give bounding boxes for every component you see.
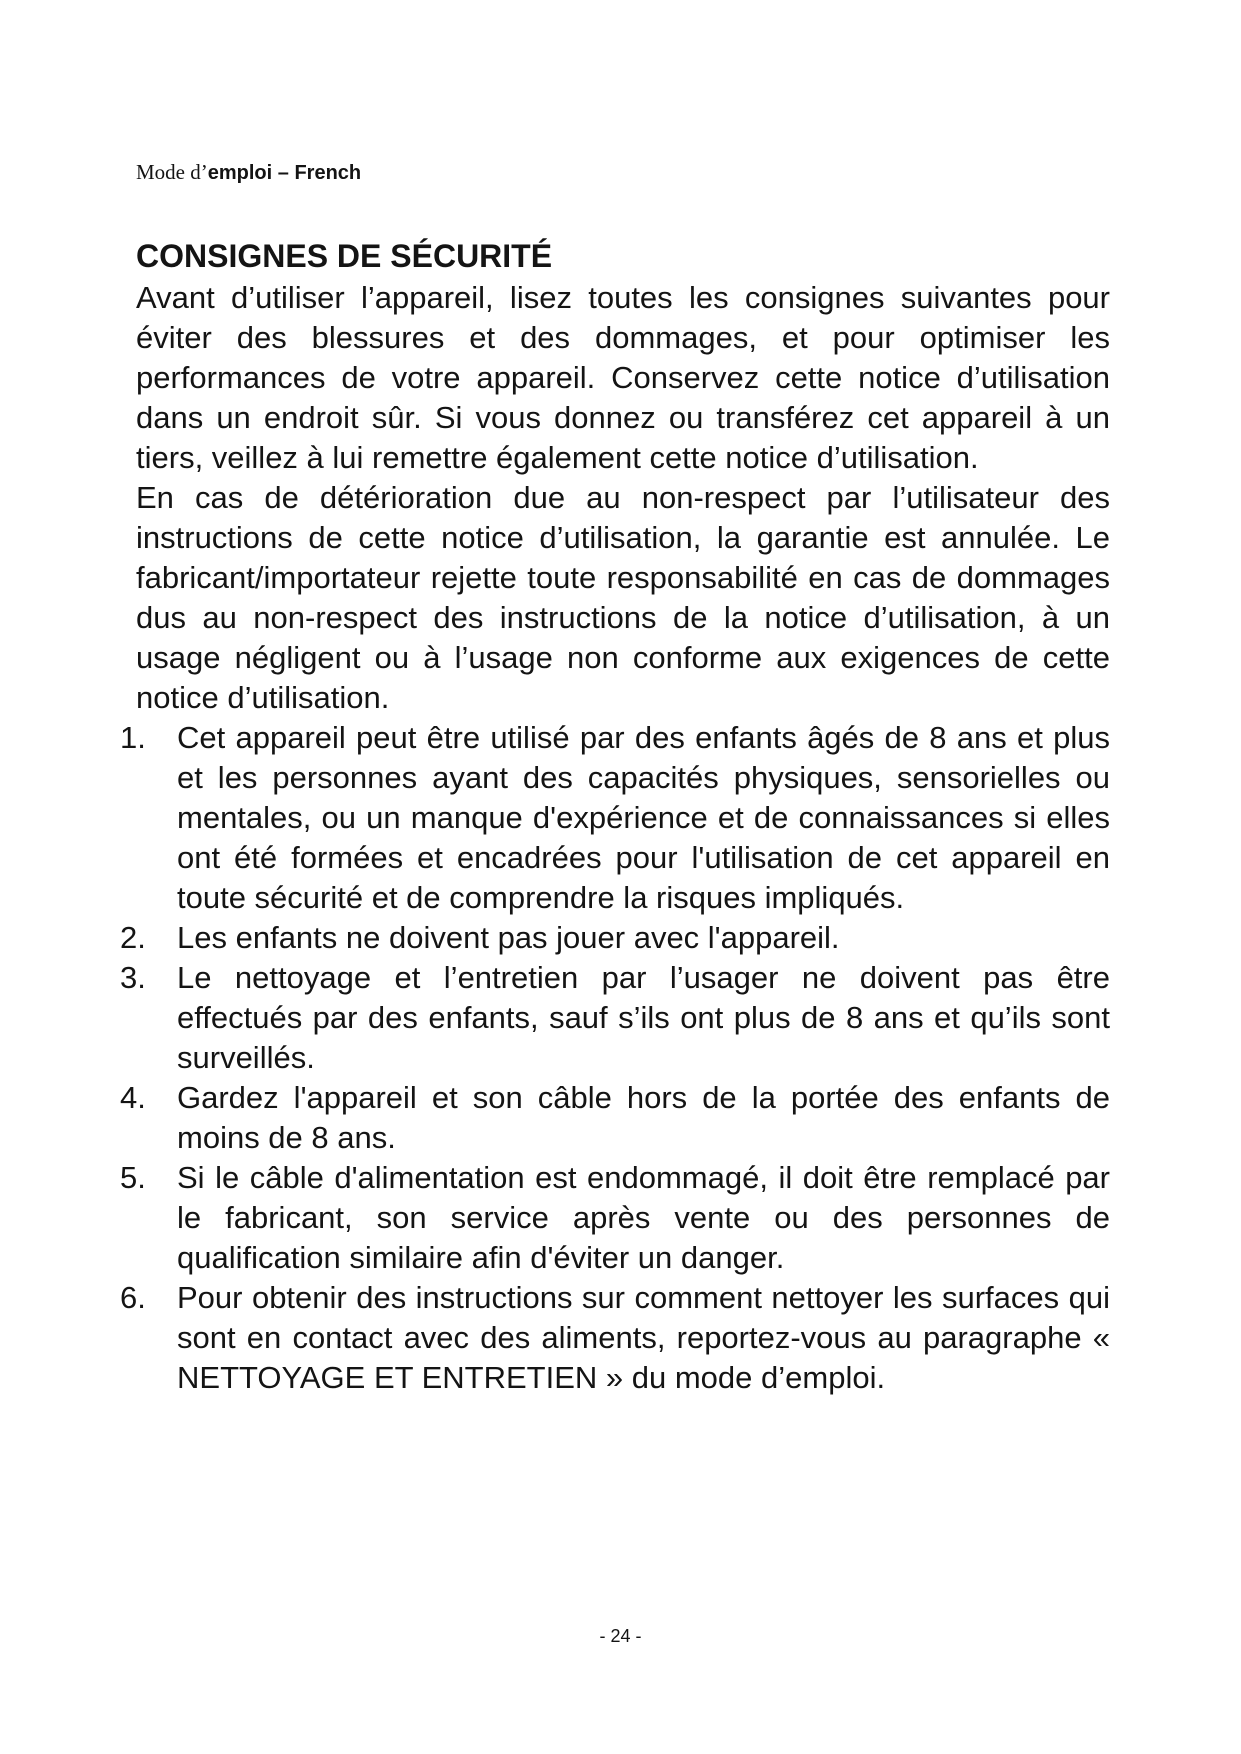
list-item-text: Si le câble d'alimentation est endommagé, il doit être remplacé par le fabricant, son service après vente ou des personnes de qualification similaire afin d'éviter un danger. — [177, 1160, 1110, 1275]
list-item-number: 5. — [120, 1160, 146, 1195]
list-item-text: Gardez l'appareil et son câble hors de la portée des enfants de moins de 8 ans. — [177, 1080, 1110, 1155]
list-item-number: 4. — [120, 1080, 146, 1115]
running-header-prefix: Mode d’ — [136, 160, 208, 184]
list-item — [120, 958, 1110, 1078]
list-item — [120, 718, 1110, 918]
list-item-text: Cet appareil peut être utilisé par des enfants âgés de 8 ans et plus et les personnes ayant des capacités physiques, sensorielles ou mentales, ou un manque d'expérience et de connaissances si elles ont été formées et encadrées pour l'utilisation de cet appareil en toute sécurité et de comprendre la risques impliqués. — [177, 720, 1110, 915]
list-item-number: 3. — [120, 960, 146, 995]
intro-paragraph-1: Avant d’utiliser l’appareil, lisez toutes les consignes suivantes pour éviter des blessures et des dommages, et pour optimiser les performances de votre appareil. Conservez cette notice d’utilisation dans un endroit sûr. Si vous donnez ou transférez cet appareil à un tiers, veillez à lui remettre également cette notice d’utilisation. — [136, 280, 1110, 475]
list-item-number: 2. — [120, 920, 146, 955]
safety-list — [120, 718, 1110, 1398]
list-item-number: 1. — [120, 720, 146, 755]
section-title: CONSIGNES DE SÉCURITÉ — [136, 238, 553, 274]
list-item-text: Pour obtenir des instructions sur comment nettoyer les surfaces qui sont en contact avec des aliments, reportez-vous au paragraphe « NETTOYAGE ET ENTRETIEN » du mode d’emploi. — [177, 1280, 1110, 1395]
running-header — [136, 160, 361, 185]
list-item-text: Le nettoyage et l’entretien par l’usager ne doivent pas être effectués par des enfants, sauf s’ils ont plus de 8 ans et qu’ils sont surveillés. — [177, 960, 1110, 1075]
list-item-text: Les enfants ne doivent pas jouer avec l'appareil. — [177, 920, 840, 955]
running-header-suffix: emploi – French — [207, 162, 362, 184]
list-item — [120, 1078, 1110, 1158]
list-item-number: 6. — [120, 1280, 146, 1315]
list-item — [120, 1278, 1110, 1398]
page-number: - 24 - — [599, 1626, 642, 1646]
list-item — [120, 918, 1110, 958]
intro-paragraph-2: En cas de détérioration due au non-respect par l’utilisateur des instructions de cette notice d’utilisation, la garantie est annulée. Le fabricant/importateur rejette toute responsabilité en cas de dommages dus au non-respect des instructions de la notice d’utilisation, à un usage négligent ou à l’usage non conforme aux exigences de cette notice d’utilisation. — [136, 480, 1110, 715]
safety-section — [120, 236, 1110, 1398]
list-item — [120, 1158, 1110, 1278]
